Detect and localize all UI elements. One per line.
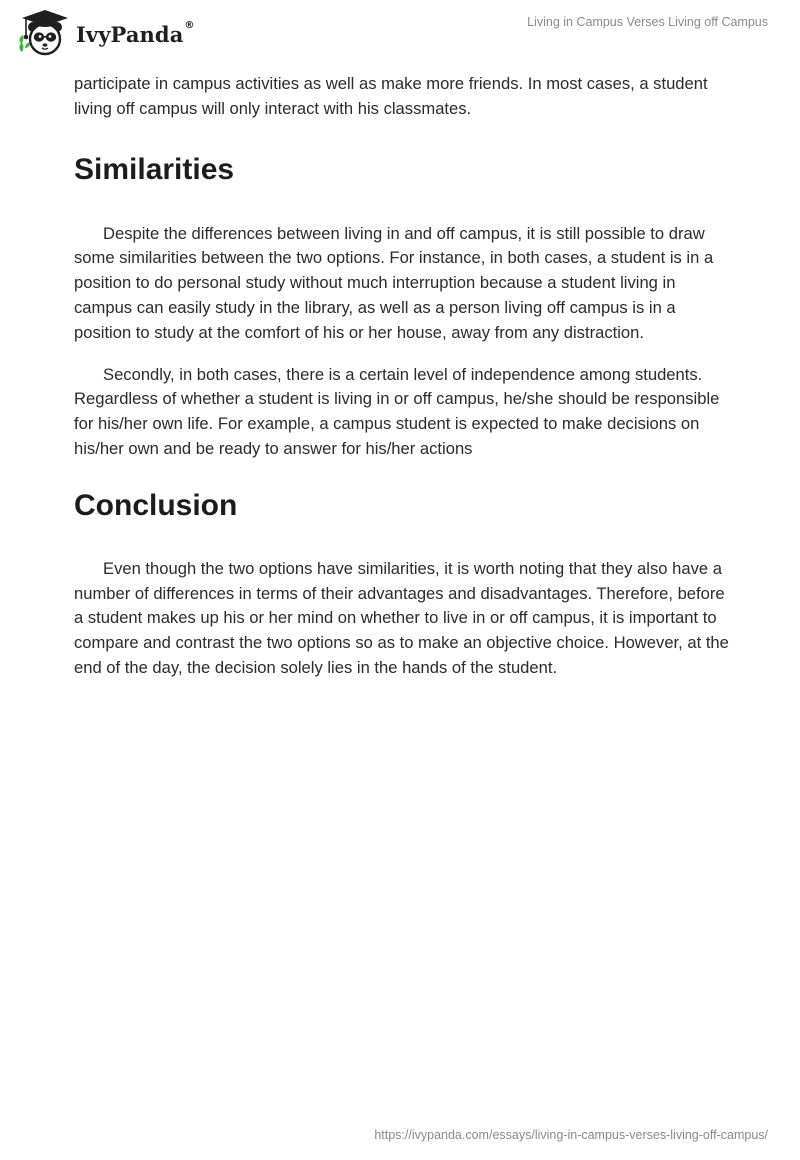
similarities-paragraph: Despite the differences between living in and off campus, it is still possible to draw some similarities between the two options. For instance, in both cases, a student is in a position to do personal study without much interruption because a student living in campus can easily study in the library, as well as a person living off campus is in a position to study at the comfort of his or her house, away from any distraction. [74,223,714,342]
conclusion-paragraph: Even though the two options have similarities, it is worth noting that they also have a number of differences in terms of their advantages and disadvantages. Therefore, before a student makes up his or her mind on whether to live in or off campus, it is important to compare and contrast the two options so as to make an objective choice. However, at the end of the day, the decision solely lies in the hands of the student. [74,558,729,677]
similarities-heading: Similarities [74,152,235,186]
panda-graduate-icon [16,8,74,58]
source-url-link[interactable]: https://ivypanda.com/essays/living-in-campus-verses-living-off-campus/ [374,1128,768,1142]
similarities-paragraph: Secondly, in both cases, there is a certain level of independence among students. Regardless of whether a student is living in or off campus, he/she should be responsible for his/her own life. For example, a campus student is expected to make decisions on his/her own and be ready to answer for his/her actions [74,364,720,458]
intro-paragraph: participate in campus activities as well as make more friends. In most cases, a student living off campus will only interact with his classmates. [74,74,708,118]
essay-content [74,72,730,681]
conclusion-heading: Conclusion [74,488,238,522]
document-title: Living in Campus Verses Living off Campus [527,15,768,29]
registered-mark: ® [184,19,195,31]
logo-wordmark: IvyPanda® [76,19,195,47]
page-header [0,0,800,64]
ivypanda-logo[interactable] [16,8,195,58]
